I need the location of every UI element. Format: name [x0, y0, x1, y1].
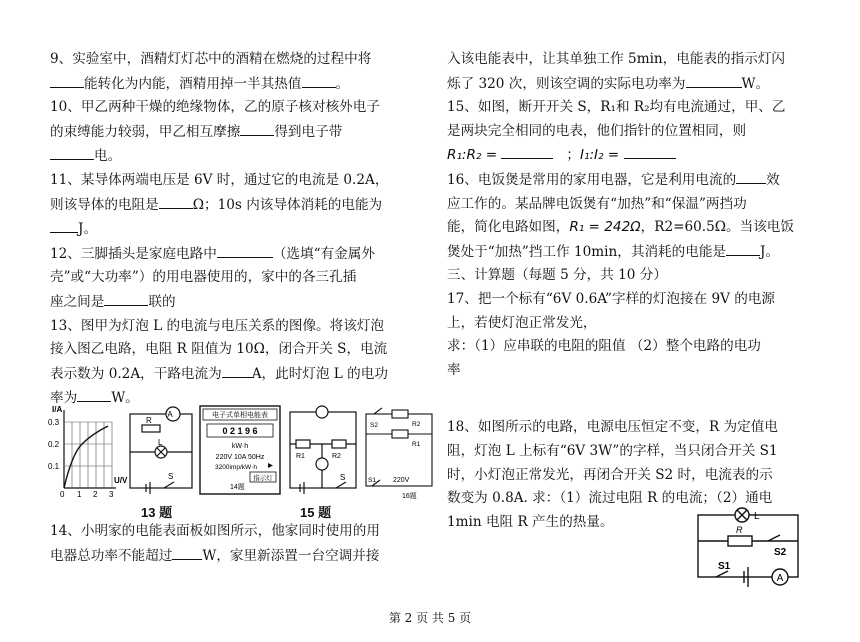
answer-blank[interactable]: [726, 240, 760, 256]
figures-row: [48, 404, 435, 520]
svg-text:R1: R1: [296, 453, 305, 460]
right-column: [447, 48, 819, 534]
svg-text:0.3: 0.3: [48, 418, 60, 427]
svg-text:S2: S2: [370, 422, 378, 429]
svg-text:kW·h: kW·h: [231, 443, 249, 450]
circuit-18-svg: [688, 505, 810, 590]
svg-text:3: 3: [109, 490, 114, 499]
svg-text:220V 10A 50Hz: 220V 10A 50Hz: [215, 454, 265, 461]
svg-text:R1: R1: [412, 441, 421, 448]
figures-svg: [50, 404, 435, 499]
question-11: 11、某导体两端电压是 6V 时，通过它的电流是 0.2A， 则该导体的电阻是 Ω；10s 内该导体消耗的电能为 J。: [50, 171, 389, 238]
question-9: 9、实验室中，酒精灯灯芯中的酒精在燃烧的过程中将 能转化为内能，酒精用掉一半其热值 。: [50, 51, 372, 92]
svg-text:0.2: 0.2: [48, 440, 60, 449]
meter-reading: 0 2 1 9 6: [222, 426, 258, 436]
question-15: 15、如图，断开开关 S，R₁和 R₂均有电流通过，甲、乙 是两块完全相同的电表，他们指针的位置相同，则 R₁:R₂ = ；I₁:I₂ =: [447, 99, 786, 164]
answer-blank[interactable]: [50, 217, 78, 233]
question-13: 13、图甲为灯泡 L 的电流与电压关系的图像。将该灯泡 接入图乙电路，电阻 R 阻值为 10Ω，闭合开关 S，电流 表示数为 0.2A，干路电流为 A，此时灯泡 L 的电功 率为 W。: [50, 317, 388, 407]
svg-text:S2: S2: [774, 547, 787, 558]
question-12: 12、三脚插头是家庭电路中 （选填“有金属外 壳”或“大功率”）的用电器使用的，家中的各三孔插 座之间是 联的: [50, 242, 430, 315]
question-10: 10、甲乙两种干燥的绝缘物体，乙的原子核对核外电子 的束缚能力较弱，甲乙相互摩擦 得到电子带 电。: [50, 99, 380, 165]
svg-text:R2: R2: [332, 453, 341, 460]
svg-text:14题: 14题: [230, 484, 245, 491]
answer-blank[interactable]: [104, 290, 148, 306]
svg-text:0: 0: [60, 490, 65, 499]
svg-text:0.1: 0.1: [48, 462, 60, 471]
question-14-cont: 入该电能表中，让其单独工作 5min，电能表的指示灯闪 烁了 320 次，则该空调的实际电功率为 W。: [447, 51, 786, 92]
iv-curve: [64, 426, 108, 488]
svg-text:R2: R2: [412, 421, 421, 428]
svg-text:220V: 220V: [393, 477, 410, 484]
section-3-heading: 三、计算题（每题 5 分，共 10 分）: [447, 267, 667, 284]
page-footer: 第 2 页 共 5 页: [388, 611, 472, 625]
answer-blank[interactable]: [172, 544, 202, 560]
answer-blank[interactable]: [50, 72, 84, 88]
figure-13-label: 13 题: [141, 505, 173, 520]
svg-text:S1: S1: [368, 477, 376, 484]
svg-text:3200imp/kW·h: 3200imp/kW·h: [215, 464, 257, 471]
electric-meter: [200, 406, 280, 494]
svg-text:R: R: [146, 416, 152, 425]
circuit-18: [688, 505, 810, 590]
svg-text:I/A: I/A: [52, 405, 63, 414]
svg-text:S: S: [340, 473, 346, 482]
answer-blank[interactable]: [302, 72, 336, 88]
svg-text:2: 2: [93, 490, 98, 499]
question-18: 18、如图所示的电路，电源电压恒定不变，R 为定值电 阻，灯泡 L 上标有“6V 3W”的字样，当只闭合开关 S1 时，小灯泡正常发光，再闭合开关 S2 时，电流表的示 数变为 0.8A. 求：（1）流过电阻 R 的电流；（2）通电 1min 电阻 R 产生的热量。: [447, 419, 778, 530]
answer-blank[interactable]: [686, 72, 742, 88]
answer-blank[interactable]: [159, 193, 193, 209]
answer-blank[interactable]: [624, 143, 676, 159]
answer-blank[interactable]: [222, 362, 252, 378]
svg-text:R: R: [736, 525, 743, 535]
svg-text:S: S: [168, 472, 174, 481]
svg-text:U/V: U/V: [114, 476, 128, 485]
svg-text:A: A: [776, 573, 784, 584]
answer-blank[interactable]: [50, 144, 94, 160]
svg-text:S1: S1: [718, 561, 731, 572]
answer-blank[interactable]: [217, 242, 273, 258]
svg-text:1: 1: [77, 490, 82, 499]
iv-graph: [48, 405, 128, 499]
svg-text:指示灯: 指示灯: [253, 475, 273, 482]
svg-text:L: L: [754, 511, 760, 522]
question-14: 14、小明家的电能表面板如图所示，他家同时使用的用 电器总功率不能超过 W，家里新添置一台空调并接: [50, 523, 380, 564]
circuit-16: [366, 408, 432, 486]
answer-blank[interactable]: [736, 168, 766, 184]
left-column: [50, 48, 430, 411]
answer-blank[interactable]: [501, 143, 553, 159]
question-17: 17、把一个标有“6V 0.6A”字样的灯泡接在 9V 的电源 上，若使灯泡正常发光， 求：（1）应串联的电阻的阻值 （2）整个电路的电功 率: [447, 290, 776, 378]
figure-15-label: 15 题: [300, 505, 332, 520]
svg-text:A: A: [167, 410, 173, 419]
svg-text:电子式单相电能表: 电子式单相电能表: [212, 412, 268, 419]
svg-text:16题: 16题: [402, 493, 417, 500]
question-16: 16、电饭煲是常用的家用电器，它是利用电流的 效 应工作的。某品牌电饭煲有“加热”和“保温”两挡功 能，简化电路如图，R₁ = 242Ω，R2=60.5Ω。当该电饭 煲处于“加热”挡工作 10min，其消耗的电能是 J。: [447, 168, 819, 264]
circuit-15: [290, 406, 356, 494]
svg-text:L: L: [158, 438, 163, 447]
answer-blank[interactable]: [240, 120, 274, 136]
circuit-13: [130, 407, 192, 494]
answer-blank[interactable]: [77, 386, 111, 402]
